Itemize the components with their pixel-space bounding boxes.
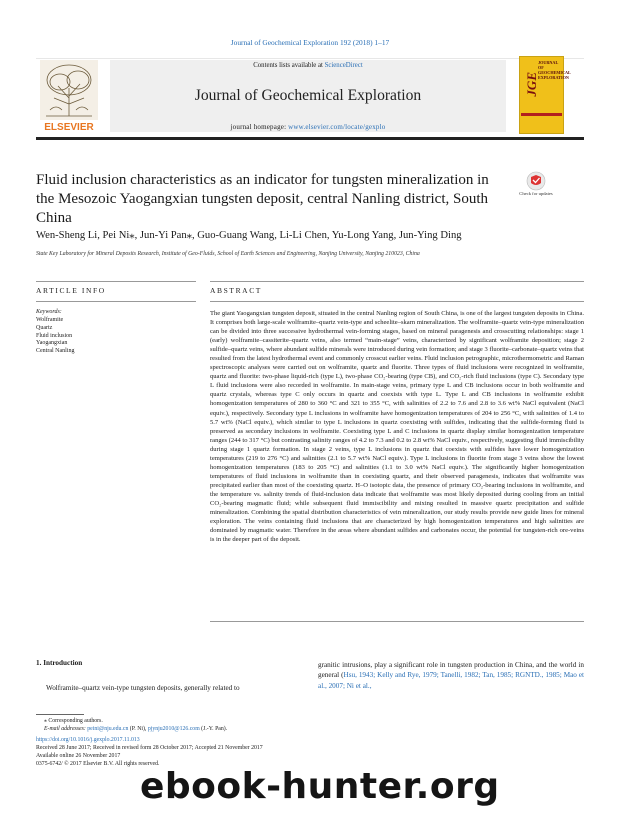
footnotes (36, 717, 336, 769)
journal-homepage (110, 123, 506, 131)
introduction-heading: 1. Introduction (36, 659, 83, 667)
abstract-text: The giant Yaogangxian tungsten deposit, situated in the central Nanling region of South China, is one of the largest tungsten deposits in China. It comprises both large-scale wolframite–quartz vein-type and scheelite–skarn mineralization. The wolframite–quartz vein-type mineralization can be divided into three successive hydrothermal vein-forming stages, based on mineral paragenesis and crosscutting relationships: stage 1 (early) wolframite–cassiterite–quartz veins, also termed “main-stage” veins, characterized by significant wolframite deposition; stage 2 sulfide–quartz veins, where abundant sulfide minerals were introduced during vein formation; and stage 3 fluorite–carbonate–quartz veins that resulted from the latest hydrothermal event and commonly crosscut earlier veins. Fluid inclusion petrographic, microthermometric and Raman spectroscopic analyses were carried out on wolframite, quartz and fluorite. Three types of fluid inclusions were recognized in wolframite, quartz and fluorite: two-phase liquid-rich (type L), two-phase CO₂-bearing (type CB), and CO₂-rich fluid inclusions (type C). Secondary type L fluid inclusions were also recorded in wolframite. In main-stage veins, primary type L and CB inclusions occur in both wolframite and quartz crystals, whereas type C only occurs in quartz and coexists with type L. Type L and CB inclusions in wolframite exhibit homogenization temperatures of 280 to 360 °C and 321 to 355 °C, with salinities of 2.2 to 7.6 and 2.8 to 3.6 wt% NaCl equivalent (NaCl equiv.), respectively. Secondary type L inclusions in wolframite have homogenization temperatures of 204 to 256 °C, with salinities of 1.4 to 5.7 wt% (NaCl equiv.), which similar to type L inclusions in quartz coexisting with sulfides, indicating that the sulfide-forming fluid is preserved as secondary inclusions in wolframite. Coexisting type L and C inclusions in quartz display similar homogenization temperature ranges (244 to 317 °C) but contrasting salinity ranges of 4.2 to 7.3 and 0.2 to 2.8 wt% NaCl equiv., respectively, suggesting fluid immiscibility during stage 1 quartz formation. In stage 2 veins, type L inclusions in quartz that coexists with sulfides have lower homogenization temperatures (219 to 276 °C) and salinities (2.1 to 5.7 wt% NaCl equiv.). Type L inclusions in fluorite from stage 3 veins show the lowest homogenization temperatures (183 to 205 °C) and salinities (1.1 to 3.0 wt% NaCl equiv.). The significantly higher homogenization temperatures of fluid inclusions in wolframite than in coexisting quartz, and their observed paragenesis, indicates that wolframite was precipitated earlier than most of the coexisting quartz. H–O isotopic data, the presence of primary CO₂-bearing inclusions in wolframite, and the temperature vs. salinity trends of fluid-inclusion data indicate that wolframite was most likely deposited during cooling from an initial CO₂-bearing magmatic fluid; while subsequent fluid immiscibility and mixing resulted in massive quartz precipitation and sulfide mineralization. Combining the spatial distribution characteristics of vein mineralization, our study results provide new guide lines for mineral exploration. The veins containing fluid inclusions that are characterized by high homogenization temperatures and high salinities are dominated by magmatic water. Therefore in the areas where abundant sulfides and carbonates occur, the potential for tungsten-rich ore-veins is in the deeper part of the deposit. (210, 310, 584, 544)
email-label: E-mail addresses: (44, 726, 88, 733)
doi-link[interactable]: https://doi.org/10.1016/j.gexplo.2017.11.013 (36, 736, 140, 743)
article-info-heading: ARTICLE INFO (36, 286, 106, 295)
copyright: 0375-6742/ © 2017 Elsevier B.V. All rights reserved. (36, 761, 160, 768)
keyword: Central Nanling (36, 348, 75, 355)
cover-ribbon (521, 113, 562, 116)
affiliation: State Key Laboratory for Mineral Deposits Research, Institute of Geo-Fluids, School of Earth Sciences and Engineering, Nanjing University, Nanjing 210023, China (36, 251, 420, 257)
corresponding-note: ⁎ Corresponding authors. (44, 718, 103, 724)
header-rule (36, 137, 584, 140)
keyword: Quartz (36, 324, 53, 331)
author-list: Wen-Sheng Li, Pei Ni⁎, Jun-Yi Pan⁎, Guo-Guang Wang, Li-Li Chen, Yu-Long Yang, Jun-Ying Ding (36, 230, 462, 241)
email-suffix: (P. Ni), (128, 726, 148, 733)
article-info-top-rule (36, 281, 196, 282)
article-info-rule (36, 301, 196, 302)
abstract-heading: ABSTRACT (210, 286, 262, 295)
contents-line (110, 62, 506, 69)
introduction-right-text (318, 660, 584, 691)
email-suffix: (J.-Y. Pan). (199, 726, 228, 733)
sciencedirect-link[interactable]: ScienceDirect (324, 62, 363, 69)
email-link[interactable]: peini@nju.edu.cn (87, 726, 129, 733)
keyword-list (36, 317, 75, 356)
homepage-prefix: journal homepage: (230, 123, 289, 131)
elsevier-wordmark: ELSEVIER (44, 122, 94, 133)
homepage-link[interactable]: www.elsevier.com/locate/gexplo (288, 123, 386, 131)
contents-prefix: Contents lists available at (253, 62, 325, 69)
keyword: Fluid inclusion (36, 332, 73, 339)
cover-abbrev: JGE (524, 72, 539, 97)
email-line (36, 725, 336, 733)
introduction-left-text: Wolframite–quartz vein-type tungsten deposits, generally related to (46, 684, 240, 692)
journal-title: Journal of Geochemical Exploration (194, 87, 422, 104)
check-for-updates-label[interactable]: Check for updates (519, 191, 553, 196)
keyword: Wolframite (36, 317, 64, 323)
abstract-top-rule (210, 281, 584, 282)
intro-references[interactable]: Hsu, 1943; Kelly and Rye, 1979; Tanelli, 1982; Tan, 1985; RGNTD., 1985; Mao et al., 2007; Ni et al., (318, 671, 584, 690)
article-title: Fluid inclusion characteristics as an indicator for tungsten mineralization in the Mesozoic Yaogangxian tungsten deposit, central Nanling district, South China (36, 172, 489, 226)
received-dates: Received 28 June 2017; Received in revised form 28 October 2017; Accepted 21 November 2017 (36, 744, 263, 751)
keywords-label: Keywords: (36, 309, 62, 315)
watermark: ebook-hunter.org (140, 766, 500, 807)
footnote-rule (36, 714, 84, 715)
keyword: Yaogangxian (36, 340, 68, 347)
cover-title: JOURNAL OF GEOCHEMICAL EXPLORATION (538, 60, 571, 80)
abstract-rule (210, 301, 584, 302)
email-link[interactable]: pjynju2010@126.com (147, 726, 200, 733)
elsevier-logo (36, 58, 102, 134)
abstract-bottom-rule (210, 621, 584, 622)
intro-right-plain: granitic intrusions, play a significant role in tungsten production in China, and the world in general ( (318, 661, 584, 680)
journal-reference[interactable]: Journal of Geochemical Exploration 192 (2018) 1–17 (230, 38, 390, 47)
online-date: Available online 26 November 2017 (36, 753, 121, 760)
